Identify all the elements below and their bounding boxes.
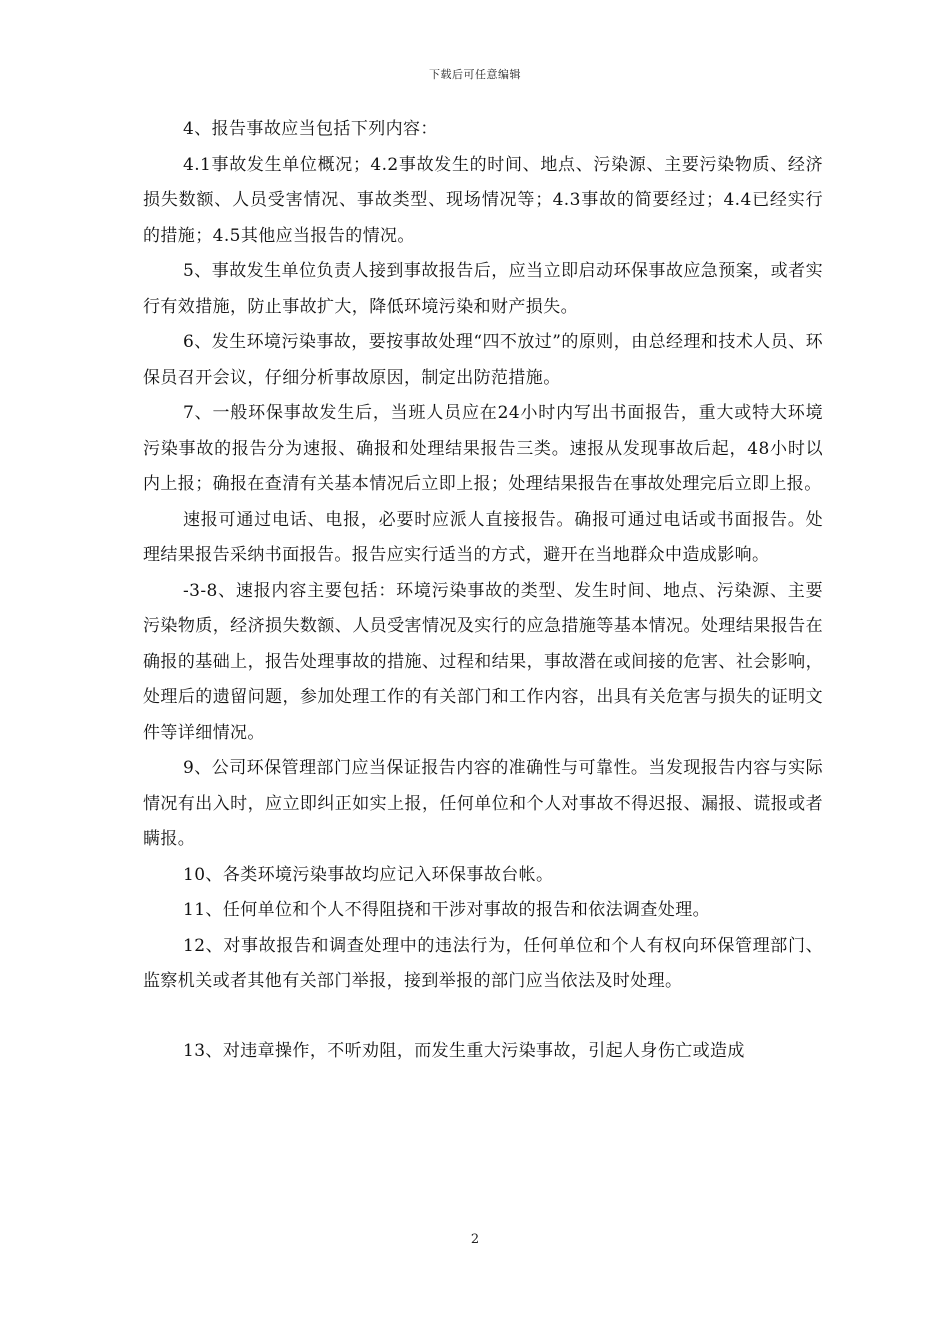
paragraph-item-12: 12、对事故报告和调查处理中的违法行为，任何单位和个人有权向环保管理部门、监察机关或者其他有关部门举报，接到举报的部门应当依法及时处理。 <box>143 935 823 991</box>
paragraph-item-8: -3-8、速报内容主要包括：环境污染事故的类型、发生时间、地点、污染源、主要污染物质，经济损失数额、人员受害情况及实行的应急措施等基本情况。处理结果报告在确报的基础上，报告处理事故的措施、过程和结果，事故潜在或间接的危害、社会影响，处理后的遗留问题，参加处理工作的有关部门和工作内容，出具有关危害与损失的证明文件等详细情况。 <box>143 580 823 743</box>
paragraph-item-4-details: 4.1事故发生单位概况；4.2事故发生的时间、地点、污染源、主要污染物质、经济损失数额、人员受害情况、事故类型、现场情况等；4.3事故的简要经过；4.4已经实行的措施；4.5其他应当报告的情况。 <box>143 154 823 246</box>
paragraph-item-5: 5、事故发生单位负责人接到事故报告后，应当立即启动环保事故应急预案，或者实行有效措施，防止事故扩大，降低环境污染和财产损失。 <box>143 261 823 317</box>
paragraph-item-10: 10、各类环境污染事故均应记入环保事故台帐。 <box>183 864 554 885</box>
page-number: 2 <box>470 1232 480 1247</box>
paragraph-item-4: 4、报告事故应当包括下列内容： <box>183 119 438 139</box>
page-header: 下载后可任意编辑 <box>429 68 521 81</box>
document-body <box>143 112 823 1069</box>
paragraph-item-7: 7、一般环保事故发生后，当班人员应在24小时内写出书面报告，重大或特大环境污染事故的报告分为速报、确报和处理结果报告三类。速报从发现事故后起，48小时以内上报；确报在查清有关基本情况后立即上报；处理结果报告在事故处理完后立即上报。 <box>143 403 823 494</box>
paragraph-item-7-reporting-methods: 速报可通过电话、电报，必要时应派人直接报告。确报可通过电话或书面报告。处理结果报告采纳书面报告。报告应实行适当的方式，避开在当地群众中造成影响。 <box>143 509 823 565</box>
paragraph-item-11: 11、任何单位和个人不得阻挠和干涉对事故的报告和依法调查处理。 <box>183 900 711 920</box>
paragraph-gap <box>143 1000 823 1034</box>
paragraph-item-9: 9、公司环保管理部门应当保证报告内容的准确性与可靠性。当发现报告内容与实际情况有出入时，应立即纠正如实上报，任何单位和个人对事故不得迟报、漏报、谎报或者瞒报。 <box>143 758 823 849</box>
paragraph-item-13: 13、对违章操作，不听劝阻，而发生重大污染事故，引起人身伤亡或造成 <box>183 1040 745 1061</box>
paragraph-item-6: 6、发生环境污染事故，要按事故处理“四不放过”的原则，由总经理和技术人员、环保员召开会议，仔细分析事故原因，制定出防范措施。 <box>143 332 823 388</box>
